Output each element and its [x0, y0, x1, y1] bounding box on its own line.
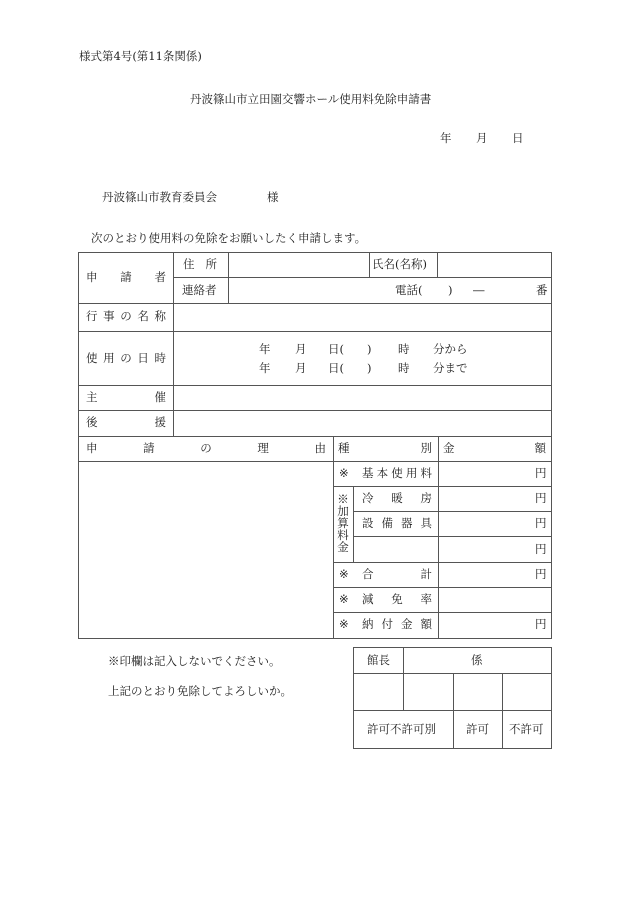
start-month-label: 月	[295, 342, 307, 356]
addressee: 丹波篠山市教育委員会	[102, 190, 217, 204]
date-day-label: 日	[512, 131, 524, 145]
reduction-rate-mark: ※	[339, 592, 349, 606]
end-year-label: 年	[259, 361, 271, 375]
amount-label: 金 額	[443, 441, 546, 455]
equipment-unit: 円	[535, 516, 547, 530]
end-dow-close: )	[367, 361, 372, 375]
start-minute-label: 分から	[433, 342, 468, 356]
other-surcharge-unit: 円	[535, 542, 547, 556]
start-hour-label: 時	[398, 342, 410, 356]
end-day-label: 日(	[328, 361, 344, 375]
reduction-rate-field[interactable]	[440, 589, 550, 611]
start-year-label: 年	[259, 342, 271, 356]
reduction-rate-label: 減 免 率	[362, 592, 432, 606]
decision-label: 許可不許可別	[367, 722, 436, 736]
phone-paren-close: )	[448, 283, 453, 297]
phone-dash: ―	[473, 283, 485, 297]
event-name-label: 行 事 の 名 称	[86, 309, 166, 323]
reason-label: 申 請 の 理 由	[86, 441, 326, 455]
heating-cooling-label: 冷 暖 房	[362, 491, 432, 505]
intro-text: 次のとおり使用料の免除をお願いしたく申請します。	[91, 231, 367, 245]
name-label: 氏名(名称)	[372, 257, 427, 271]
phone-suffix: 番	[536, 283, 548, 297]
payment-amount-unit: 円	[535, 617, 547, 631]
deny-option[interactable]: 不許可	[509, 722, 544, 736]
end-hour-label: 時	[398, 361, 410, 375]
phone-label: 電話(	[395, 283, 423, 297]
equipment-amount-field[interactable]	[440, 513, 550, 535]
start-day-label: 日(	[328, 342, 344, 356]
applicant-label: 申 請 者	[86, 270, 166, 284]
director-stamp-box[interactable]	[355, 675, 402, 709]
payment-amount-field[interactable]	[440, 614, 550, 637]
approval-question: 上記のとおり免除してよろしいか。	[108, 684, 292, 698]
type-label: 種 別	[338, 441, 432, 455]
schedule-label: 使 用 の 日 時	[86, 351, 166, 365]
contact-label: 連絡者	[182, 283, 217, 297]
director-label: 館長	[367, 653, 390, 667]
surcharge-group-label: ※加算料金	[337, 492, 349, 554]
name-field[interactable]	[439, 253, 550, 276]
supporter-label: 後 援	[86, 415, 166, 429]
approve-option[interactable]: 許可	[466, 722, 489, 736]
end-minute-label: 分まで	[433, 361, 468, 375]
date-year-label: 年	[440, 131, 452, 145]
basic-fee-unit: 円	[535, 466, 547, 480]
staff-stamp-box-2[interactable]	[455, 675, 501, 709]
contact-field[interactable]	[230, 279, 380, 302]
date-month-label: 月	[476, 131, 488, 145]
supporter-field[interactable]	[175, 412, 550, 435]
stamp-note: ※印欄は記入しないでください。	[108, 654, 281, 668]
payment-amount-label: 納 付 金 額	[362, 617, 432, 631]
reason-field[interactable]	[80, 463, 331, 636]
start-dow-close: )	[367, 342, 372, 356]
basic-fee-amount-field[interactable]	[440, 463, 550, 485]
other-surcharge-type-field[interactable]	[355, 538, 437, 561]
heating-cooling-amount-field[interactable]	[440, 488, 550, 510]
equipment-label: 設 備 器 具	[362, 516, 432, 530]
staff-label: 係	[471, 653, 483, 667]
basic-fee-label: 基 本 使 用 料	[362, 466, 432, 480]
end-month-label: 月	[295, 361, 307, 375]
other-surcharge-amount-field[interactable]	[440, 538, 550, 561]
event-name-field[interactable]	[175, 305, 550, 330]
organizer-field[interactable]	[175, 387, 550, 409]
staff-stamp-box-1[interactable]	[405, 675, 452, 709]
total-amount-field[interactable]	[440, 564, 550, 586]
heating-cooling-unit: 円	[535, 491, 547, 505]
staff-stamp-box-3[interactable]	[504, 675, 550, 709]
organizer-label: 主 催	[86, 390, 166, 404]
total-unit: 円	[535, 567, 547, 581]
address-label: 住 所	[183, 257, 217, 271]
addressee-honorific: 様	[267, 190, 279, 204]
form-number: 様式第4号(第11条関係)	[79, 49, 202, 63]
document-title: 丹波篠山市立田園交響ホール使用料免除申請書	[190, 92, 432, 106]
payment-amount-mark: ※	[339, 617, 349, 631]
basic-fee-mark: ※	[339, 466, 349, 480]
address-field[interactable]	[230, 253, 368, 276]
total-label: 合 計	[362, 567, 432, 581]
total-mark: ※	[339, 567, 349, 581]
